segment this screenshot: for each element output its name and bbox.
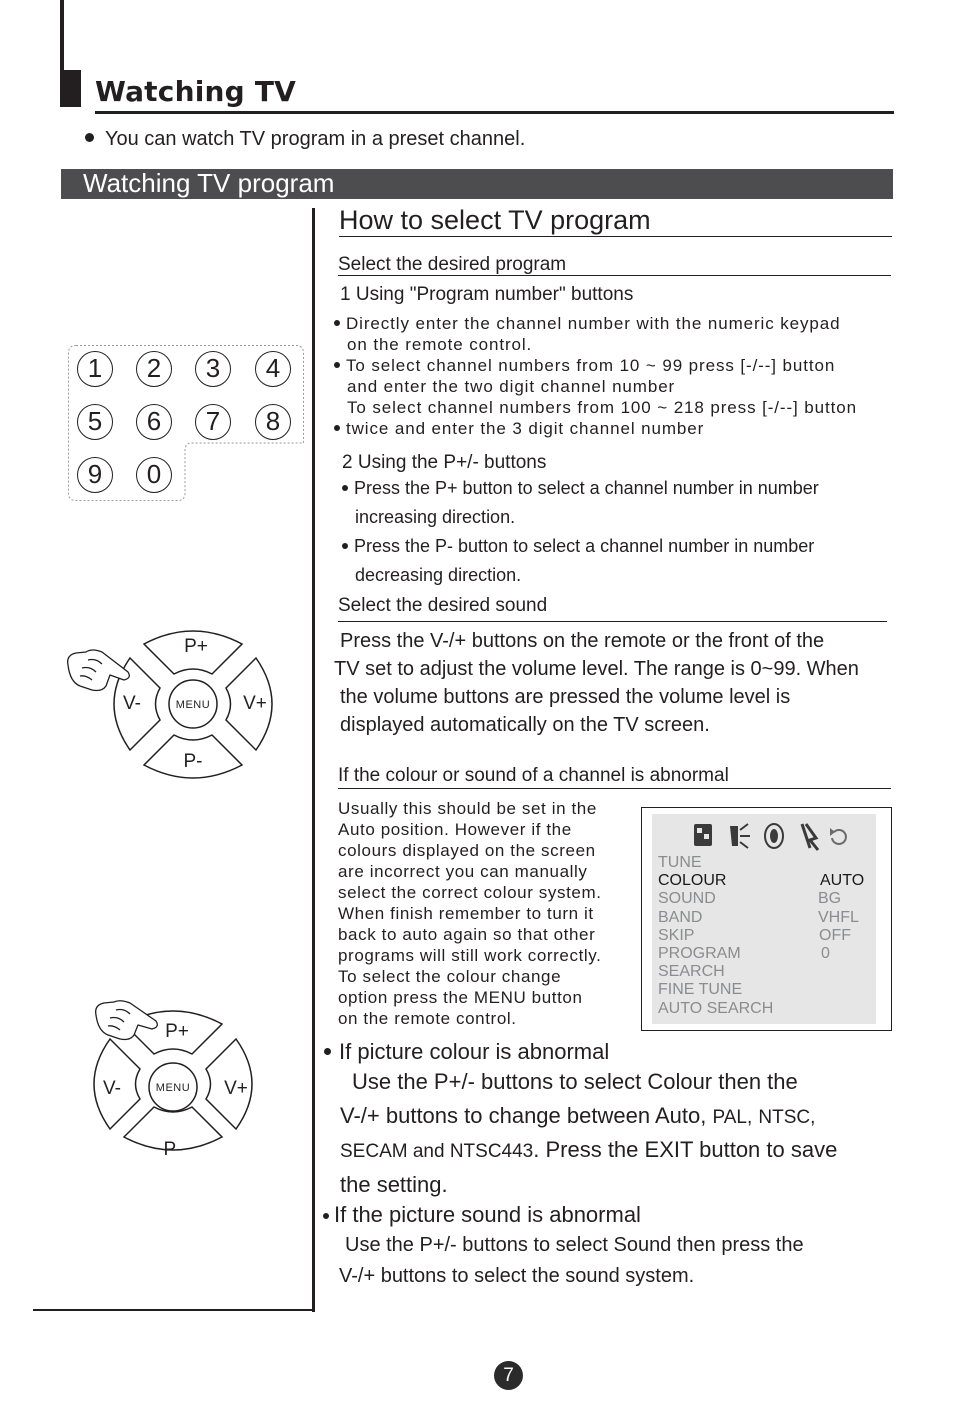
- sound-line-2: TV set to adjust the volume level. The range is 0~99. When: [334, 658, 859, 680]
- picture-icon: [694, 824, 712, 846]
- page-title: Watching TV: [95, 75, 296, 108]
- osd-row-tune: TUNE: [658, 854, 702, 871]
- key-6: 6: [136, 404, 172, 440]
- method1-line-1: Directly enter the channel number with the numeric keypad: [334, 314, 840, 334]
- section-banner: [61, 169, 893, 199]
- column-divider: [312, 208, 315, 1312]
- osd-row-band: BAND VHFL: [658, 908, 859, 926]
- method2-line-1: Press the P+ button to select a channel number in number: [342, 478, 819, 499]
- program-section-underline: [338, 275, 891, 276]
- osd-row-search: SEARCH: [658, 963, 725, 981]
- p-plus-label: P+: [165, 1021, 189, 1042]
- v-minus-label: V-: [103, 1078, 121, 1099]
- method1-title: 1 Using "Program number" buttons: [340, 284, 634, 305]
- method2-title: 2 Using the P+/- buttons: [342, 452, 547, 473]
- page-number: 7: [494, 1361, 523, 1390]
- abnormal-description: Usually this should be set in the Auto position. However if the colours displayed on the screen are incorrect you can manually select the correct colour system. When finish remember to turn it back to auto again so that other programs will still work correctly. To select the colour change option press the MENU button on the remote control.: [338, 799, 602, 1028]
- key-9: 9: [77, 457, 113, 493]
- bullet-icon: [324, 1048, 331, 1055]
- p-plus-label: P+: [184, 636, 208, 657]
- osd-row-skip: SKIP OFF: [658, 926, 851, 944]
- osd-menu-panel: [652, 814, 876, 1024]
- method2-line-2: increasing direction.: [355, 507, 516, 527]
- sound-abnormal-line-2: V-/+ buttons to select the sound system.: [339, 1265, 695, 1287]
- method1-line-3: To select channel numbers from 10 ~ 99 press [-/--] button: [334, 356, 835, 376]
- colour-abnormal-title: If picture colour is abnormal: [324, 1039, 609, 1065]
- numeric-keypad-illustration: [68, 345, 304, 501]
- sound-line-1: Press the V-/+ buttons on the remote or the front of the: [340, 630, 825, 652]
- bullet-icon: [85, 133, 94, 142]
- abnormal-section-title: If the colour or sound of a channel is abnormal: [338, 765, 729, 786]
- method1-line-2: on the remote control.: [347, 335, 533, 354]
- colour-line-1: Use the P+/- buttons to select Colour then the: [352, 1069, 798, 1094]
- title-underline: [95, 111, 894, 114]
- sound-section-title: Select the desired sound: [338, 595, 548, 616]
- osd-row-fine-tune: FINE TUNE: [658, 981, 743, 999]
- sound-abnormal-title: If the picture sound is abnormal: [323, 1202, 641, 1228]
- remote-pad-illustration-menu: [92, 997, 272, 1167]
- bullet-icon: [334, 425, 340, 431]
- method2-line-3: Press the P- button to select a channel number in number: [342, 536, 814, 557]
- tune-icon: [802, 824, 818, 850]
- bullet-icon: [342, 485, 348, 491]
- sound-icon: [730, 824, 750, 848]
- key-1: 1: [77, 351, 113, 387]
- key-7: 7: [195, 404, 231, 440]
- colour-line-4: the setting.: [340, 1172, 448, 1197]
- intro-text: You can watch TV program in a preset channel.: [85, 128, 525, 151]
- menu-label: MENU: [175, 699, 211, 711]
- menu-label: MENU: [155, 1082, 191, 1094]
- remote-pad-illustration-volume: [62, 622, 282, 787]
- p-minus-label: P-: [163, 1139, 183, 1160]
- program-section-title: Select the desired program: [338, 254, 567, 275]
- feature-icon: [765, 824, 783, 848]
- osd-row-program: PROGRAM 0: [658, 944, 830, 962]
- osd-menu-rows: [658, 854, 873, 1018]
- bullet-icon: [334, 320, 340, 326]
- p-minus-label: P-: [183, 751, 203, 772]
- key-0: 0: [136, 457, 172, 493]
- column-bottom-rule: [33, 1309, 315, 1311]
- main-heading-underline: [339, 236, 892, 237]
- osd-menu-illustration: [641, 807, 892, 1031]
- section-banner-title: Watching TV program: [83, 168, 335, 198]
- method1-line-6: twice and enter the 3 digit channel number: [334, 419, 704, 439]
- colour-line-3: SECAM and NTSC443. Press the EXIT button to save: [340, 1137, 838, 1162]
- bullet-icon: [334, 362, 340, 368]
- osd-row-colour: COLOUR AUTO: [658, 872, 865, 890]
- v-minus-label: V-: [123, 693, 141, 714]
- key-3: 3: [195, 351, 231, 387]
- return-icon: [830, 828, 846, 844]
- key-8: 8: [255, 404, 291, 440]
- sound-abnormal-line-1: Use the P+/- buttons to select Sound then press the: [345, 1234, 804, 1256]
- osd-row-auto-search: AUTO SEARCH: [658, 999, 774, 1017]
- sound-line-3: the volume buttons are pressed the volume level is: [340, 686, 791, 708]
- abnormal-section-underline: [338, 788, 891, 789]
- bullet-icon: [323, 1213, 329, 1219]
- main-heading: How to select TV program: [339, 205, 651, 235]
- method1-line-5: To select channel numbers from 100 ~ 218 press [-/--] button: [347, 398, 857, 417]
- sound-section-underline: [338, 621, 887, 622]
- colour-line-2: V-/+ buttons to change between Auto, PAL, NTSC,: [340, 1103, 816, 1128]
- v-plus-label: V+: [243, 693, 267, 714]
- method2-line-4: decreasing direction.: [355, 565, 522, 585]
- osd-menu-icon-bar: [682, 818, 872, 852]
- method1-line-4: and enter the two digit channel number: [347, 377, 676, 396]
- sound-line-4: displayed automatically on the TV screen.: [340, 714, 710, 736]
- key-5: 5: [77, 404, 113, 440]
- osd-row-sound: SOUND BG: [658, 890, 842, 908]
- key-4: 4: [255, 351, 291, 387]
- bullet-icon: [342, 543, 348, 549]
- header-marker-block: [60, 70, 81, 107]
- v-plus-label: V+: [224, 1078, 248, 1099]
- key-2: 2: [136, 351, 172, 387]
